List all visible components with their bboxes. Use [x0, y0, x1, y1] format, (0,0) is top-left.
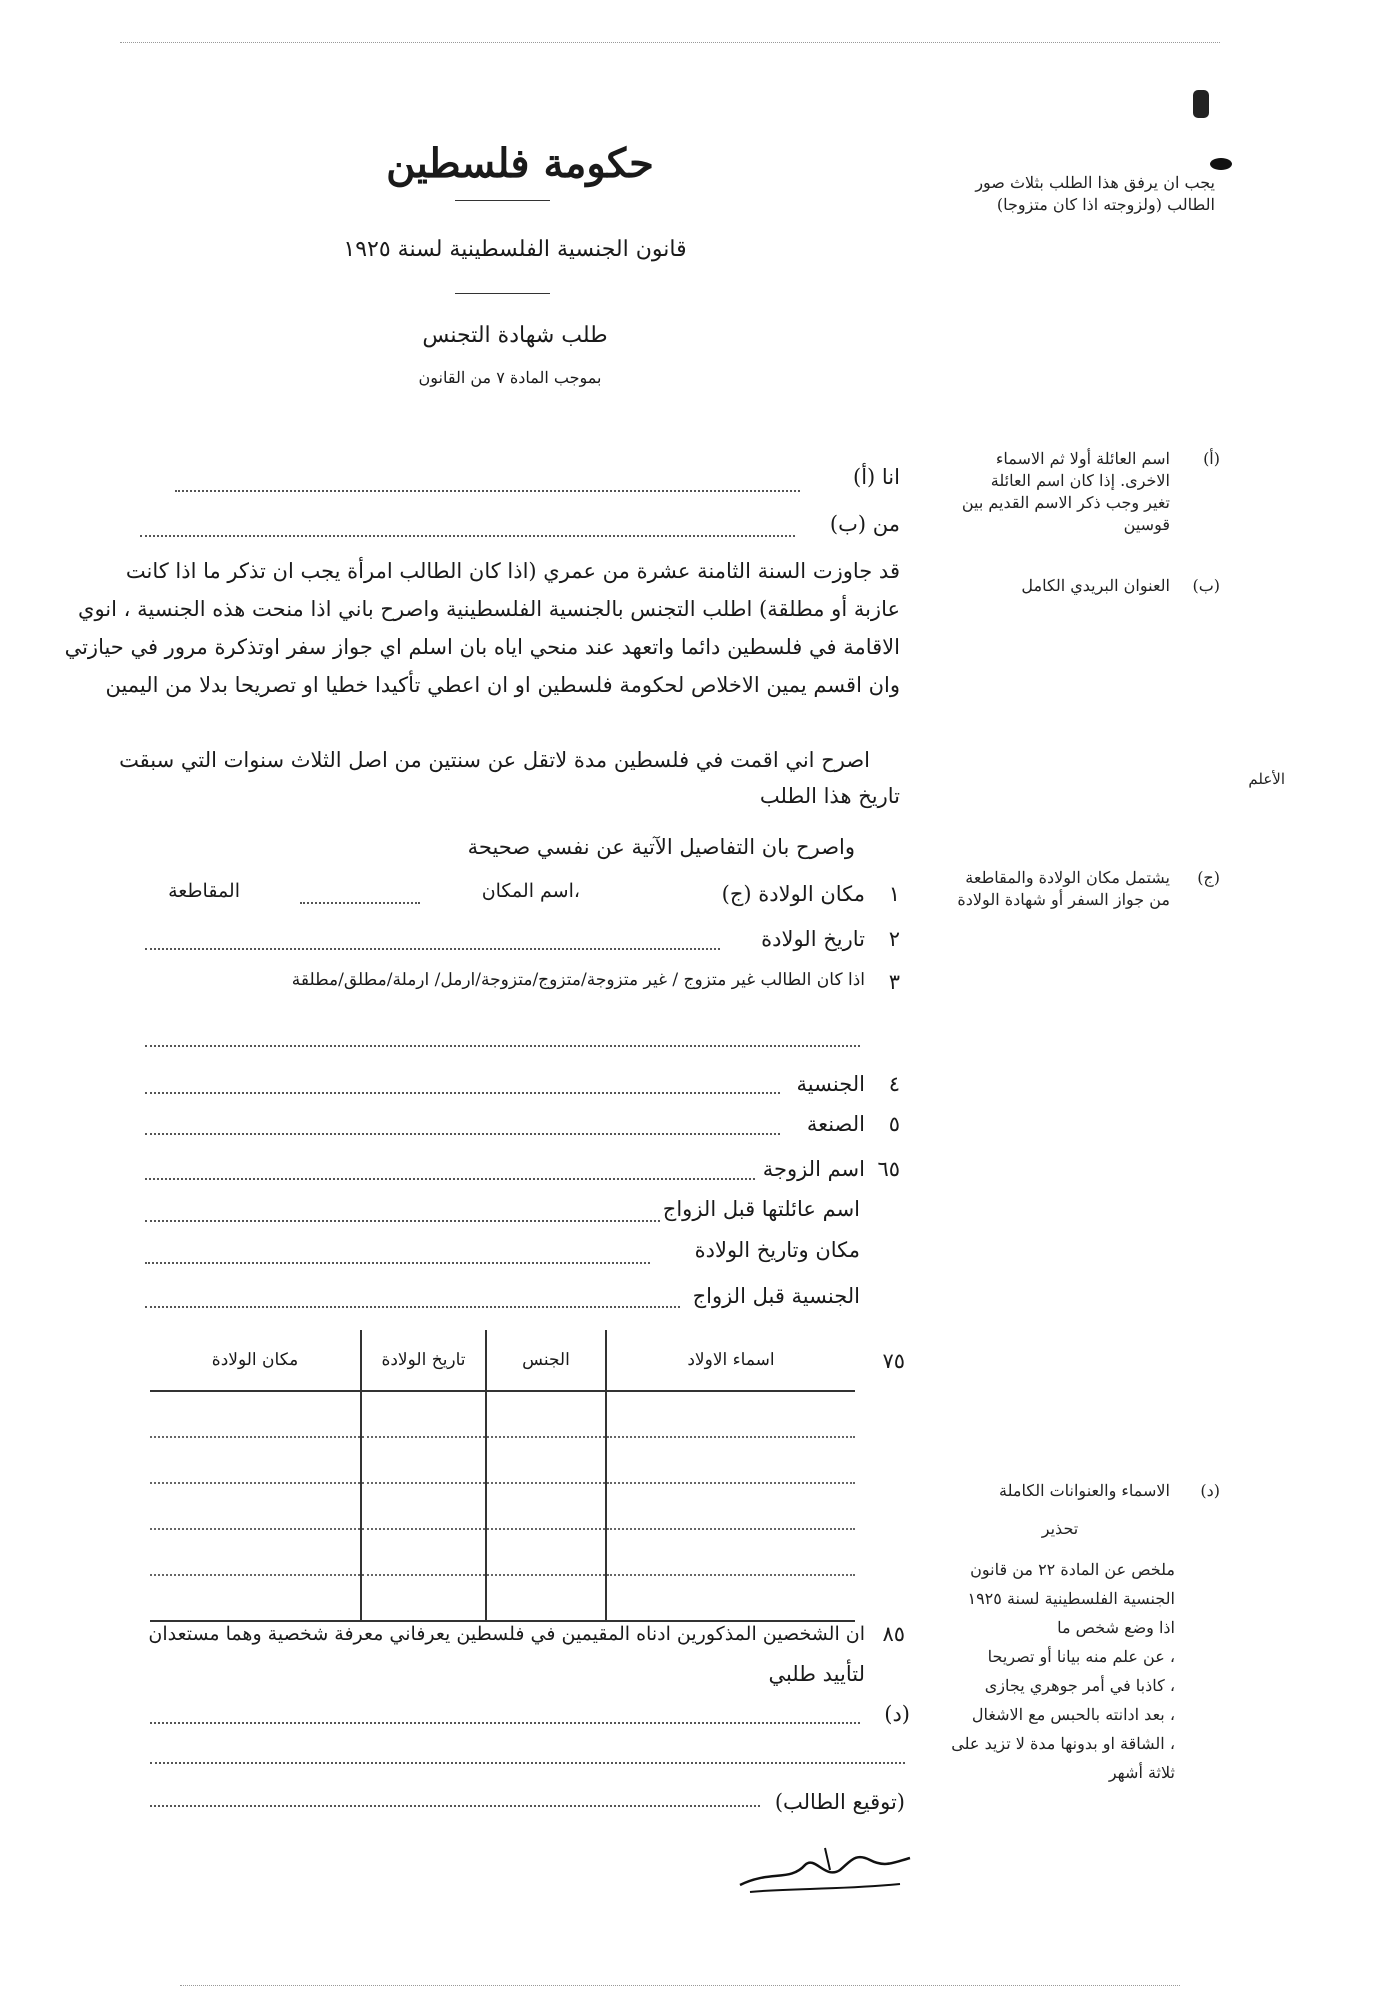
signature-scribble: [730, 1840, 920, 1900]
warning-title: تحذير: [1041, 1519, 1079, 1538]
table-row: [150, 1437, 855, 1483]
wife-nationality-label: الجنسية قبل الزواج: [692, 1284, 860, 1308]
law-title: قانون الجنسية الفلسطينية لسنة ١٩٢٥: [343, 237, 687, 262]
wife-family-label: اسم عائلتها قبل الزواج: [662, 1197, 860, 1221]
note-c-marker: (ج): [1197, 868, 1220, 887]
item-7-number: ٧٥: [882, 1349, 905, 1373]
item-1-number: ١: [888, 882, 900, 906]
place-name-label: ،اسم المكان: [481, 880, 580, 902]
warning-block: [935, 1555, 1175, 1787]
declaration-paragraph: [64, 552, 900, 704]
col-sex: الجنس: [486, 1330, 606, 1391]
cell-child-name[interactable]: [606, 1483, 855, 1529]
page-title: حكومة فلسطين: [386, 140, 654, 187]
referee-1-field[interactable]: [150, 1722, 860, 1724]
form-title: طلب شهادة التجنس: [422, 323, 608, 348]
cell-birthplace[interactable]: [150, 1529, 361, 1575]
nationality-label: الجنسية: [796, 1072, 865, 1096]
para-line: تاريخ هذا الطلب: [759, 784, 900, 808]
cell-birthdate[interactable]: [361, 1437, 486, 1483]
warning-line: ، بعد ادانته بالحبس مع الاشغال: [971, 1705, 1175, 1724]
ana-label: انا (أ): [853, 465, 900, 489]
cell-birthdate[interactable]: [361, 1483, 486, 1529]
cell-birthdate[interactable]: [361, 1529, 486, 1575]
cell-birthplace[interactable]: [150, 1483, 361, 1529]
cell-birthplace[interactable]: [150, 1575, 361, 1621]
cell-sex[interactable]: [486, 1529, 606, 1575]
item-2-number: ٢: [888, 927, 900, 951]
children-table: [150, 1330, 855, 1622]
warning-line: ، الشاقة او بدونها مدة لا تزيد على: [951, 1734, 1175, 1753]
warning-line: ثلاثة أشهر: [1108, 1763, 1175, 1782]
referees-text-2: لتأييد طلبي: [768, 1662, 865, 1686]
signature-field[interactable]: [150, 1805, 760, 1807]
note-c: يشتمل مكان الولادة والمقاطعة من جواز السفر أو شهادة الولادة: [957, 868, 1170, 909]
referees-text: ان الشخصين المذكورين ادناه المقيمين في فلسطين يعرفاني معرفة شخصية وهما مستعدان: [148, 1623, 865, 1645]
children-header-row: [150, 1330, 855, 1391]
cell-child-name[interactable]: [606, 1529, 855, 1575]
marital-status-field[interactable]: [145, 1045, 860, 1047]
cell-birthplace[interactable]: [150, 1391, 361, 1437]
col-birthplace: مكان الولادة: [150, 1330, 361, 1391]
min-field[interactable]: [140, 535, 795, 537]
title-rule: [455, 200, 550, 201]
wife-family-field[interactable]: [145, 1220, 660, 1222]
warning-line: ملخص عن المادة ٢٢ من قانون: [970, 1560, 1175, 1579]
item-4-number: ٤: [888, 1072, 900, 1096]
warning-line: ، عن علم منه بيانا أو تصريحا: [987, 1647, 1175, 1666]
note-b-marker: (ب): [1192, 576, 1220, 595]
cell-sex[interactable]: [486, 1437, 606, 1483]
punch-mark: [1193, 90, 1209, 118]
warning-line: الجنسية الفلسطينية لسنة ١٩٢٥: [967, 1589, 1175, 1608]
table-row: [150, 1529, 855, 1575]
warning-line: ، كاذبا في أمر جوهري يجازى: [984, 1676, 1175, 1695]
wife-name-label: اسم الزوجة: [762, 1157, 865, 1181]
para-line: عازبة أو مطلقة) اطلب التجنس بالجنسية الفلسطينية واصرح باني اذا منحت هذه الجنسية ، انوي: [78, 597, 900, 621]
law-rule: [455, 293, 550, 294]
cell-sex[interactable]: [486, 1575, 606, 1621]
signature-label: (توقيع الطالب): [774, 1790, 905, 1814]
wife-birth-label: مكان وتاريخ الولادة: [694, 1238, 860, 1262]
table-row: [150, 1483, 855, 1529]
note-d: الاسماء والعنوانات الكاملة: [999, 1481, 1170, 1500]
residence-paragraph: [119, 740, 870, 780]
item-5-number: ٥: [888, 1112, 900, 1136]
pointer-icon: [1210, 158, 1232, 170]
wife-nationality-field[interactable]: [145, 1306, 680, 1308]
note-b: العنوان البريدي الكامل: [1021, 576, 1170, 595]
profession-field[interactable]: [145, 1133, 780, 1135]
birthdate-label: تاريخ الولادة: [761, 927, 865, 951]
table-row: [150, 1575, 855, 1621]
cell-sex[interactable]: [486, 1483, 606, 1529]
referee-2-field[interactable]: [150, 1762, 905, 1764]
marital-status-label: اذا كان الطالب غير متزوج / غير متزوجة/متزوج/متزوجة/ارمل/ ارملة/مطلق/مطلقة: [291, 970, 865, 990]
cell-sex[interactable]: [486, 1391, 606, 1437]
para-line: اصرح اني اقمت في فلسطين مدة لاتقل عن سنتين من اصل الثلاث سنوات التي سبقت: [119, 748, 870, 772]
cell-birthdate[interactable]: [361, 1575, 486, 1621]
cell-child-name[interactable]: [606, 1575, 855, 1621]
birthdate-field[interactable]: [145, 948, 720, 950]
district-label: المقاطعة: [168, 880, 240, 902]
profession-label: الصنعة: [806, 1112, 865, 1136]
para-line: الاقامة في فلسطين دائما واتعهد عند منحي اياه بان اسلم اي جواز سفر اوتذكرة مرور في حيازتي: [64, 635, 900, 659]
table-row: [150, 1391, 855, 1437]
d-ref-label: (د): [884, 1702, 910, 1726]
cell-birthplace[interactable]: [150, 1437, 361, 1483]
birthplace-label: مكان الولادة (ج): [721, 882, 865, 906]
para-line: قد جاوزت السنة الثامنة عشرة من عمري (اذا كان الطالب امرأة يجب ان تذكر ما اذا كانت: [125, 559, 900, 583]
scan-noise-bottom: [180, 1985, 1180, 1986]
place-name-field[interactable]: [300, 902, 420, 904]
wife-name-field[interactable]: [145, 1178, 755, 1180]
item-6-number: ٦٥: [877, 1157, 900, 1181]
cell-birthdate[interactable]: [361, 1391, 486, 1437]
wife-birth-field[interactable]: [145, 1262, 650, 1264]
note-d-marker: (د): [1200, 1481, 1220, 1500]
ana-field[interactable]: [175, 490, 800, 492]
note-a-marker: (أ): [1203, 449, 1220, 468]
article-ref: بموجب المادة ٧ من القانون: [418, 368, 602, 387]
min-label: من (ب): [829, 512, 900, 536]
para-line: وان اقسم يمين الاخلاص لحكومة فلسطين او ان اعطي تأكيدا خطيا او تصريحا بدلا من اليمين: [105, 673, 900, 697]
col-child-names: اسماء الاولاد: [606, 1330, 855, 1391]
note-a: اسم العائلة أولا ثم الاسماء الاخرى. إذا كان اسم العائلة تغير وجب ذكر الاسم القديم بين قوسين: [961, 449, 1170, 534]
cell-child-name[interactable]: [606, 1391, 855, 1437]
col-birthdate: تاريخ الولادة: [361, 1330, 486, 1391]
nationality-field[interactable]: [145, 1092, 780, 1094]
details-intro: واصرح بان التفاصيل الآتية عن نفسي صحيحة: [467, 835, 855, 859]
item-8-number: ٨٥: [882, 1622, 905, 1646]
cell-child-name[interactable]: [606, 1437, 855, 1483]
scan-noise-top: [120, 42, 1220, 43]
warning-line: اذا وضع شخص ما: [1057, 1618, 1175, 1637]
item-3-number: ٣: [888, 970, 900, 994]
photo-note: يجب ان يرفق هذا الطلب بثلاث صور الطالب (ولزوجته اذا كان متزوجا): [975, 173, 1215, 214]
margin-mark: الأعلم: [1248, 770, 1285, 788]
